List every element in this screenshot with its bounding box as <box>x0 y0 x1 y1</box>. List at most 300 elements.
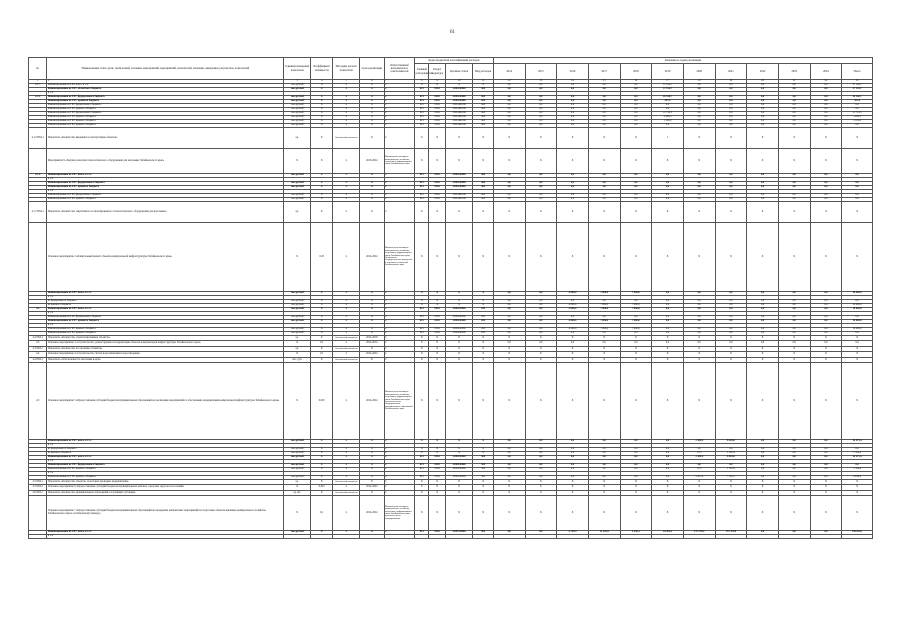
row-value: 0,0 <box>778 464 810 468</box>
row-period: X <box>360 440 385 444</box>
row-value: 0,0 <box>715 104 747 108</box>
row-value: 0,0 <box>778 300 810 304</box>
row-value: X <box>557 347 589 352</box>
row-vr: X <box>473 347 493 352</box>
row-executor: Министерство жилищно-коммунального хозяйства, энергетики, цифровизации и связи Забайкальского края <box>384 149 415 174</box>
row-value: 0,0 <box>493 116 525 120</box>
row-value: 0,0 <box>588 84 620 88</box>
row-method: 5 <box>333 80 360 84</box>
row-value: 7 000,0 <box>620 328 652 332</box>
row-value: X <box>810 491 842 496</box>
row-value: X <box>778 128 810 149</box>
row-value: 0,0 <box>683 124 715 128</box>
row-value: 0,0 <box>715 316 747 320</box>
row-period: X <box>360 468 385 472</box>
row-value: 0,0 <box>557 456 589 460</box>
row-name: Финансирование из ГБУ всего, в т.ч.: <box>47 292 284 296</box>
row-value: 0,0 <box>810 116 842 120</box>
row-value: 0,0 <box>493 332 525 336</box>
row-value: 0,0 <box>493 464 525 468</box>
row-coef: X <box>310 84 332 88</box>
row-value: 15 <box>588 80 620 84</box>
row-method: X <box>333 464 360 468</box>
row-grbs: X <box>415 202 429 223</box>
row-value: 7 000,0 <box>588 292 620 296</box>
row-value: 0,0 <box>715 88 747 92</box>
row-period: X <box>360 328 385 332</box>
row-value: 0,0 <box>683 448 715 452</box>
row-value: 14 <box>557 80 589 84</box>
row-method: X <box>333 304 360 308</box>
row-total: 8 939,0 <box>842 476 873 480</box>
row-period: X <box>360 480 385 485</box>
row-value: 0,0 <box>493 108 525 112</box>
row-csr: X <box>445 128 473 149</box>
row-value: X <box>525 496 557 531</box>
row-unit: тыс.рублей <box>284 84 311 88</box>
row-name: в т.ч. <box>47 324 284 328</box>
row-value: X <box>747 149 779 174</box>
row-value: 0,0 <box>652 464 684 468</box>
row-total: 23 <box>842 80 873 84</box>
row-period: X <box>360 491 385 496</box>
row-value: X <box>620 336 652 341</box>
row-value: 0,0 <box>588 116 620 120</box>
row-total: X <box>842 223 873 292</box>
row-total: 1 334,4 <box>842 468 873 472</box>
row-value: X <box>747 352 779 358</box>
header-year: 2018 <box>620 64 652 80</box>
row-csr: 3300140060 <box>445 96 473 100</box>
row-unit: X <box>284 341 311 347</box>
row-value: 0,0 <box>747 182 779 186</box>
row-value: 0,0 <box>620 468 652 472</box>
row-method: X <box>333 292 360 296</box>
row-period: X <box>360 96 385 100</box>
row-name: Финансирование из ГБУ всего, в т.ч.: <box>47 531 284 535</box>
row-value: 0,0 <box>525 174 557 178</box>
row-value: 0,0 <box>525 468 557 472</box>
row-value: 0,0 <box>778 292 810 296</box>
row-value: X <box>620 358 652 363</box>
row-value: 0,0 <box>525 328 557 332</box>
row-value: 0,0 <box>715 448 747 452</box>
row-period: X <box>360 332 385 336</box>
row-vr: 400 <box>473 112 493 116</box>
row-value: X <box>557 491 589 496</box>
row-rz: X <box>429 336 445 341</box>
row-name: Показатель «Количество закупленного и смонтированного технологического оборудования для котельных» <box>47 202 284 223</box>
row-total: X <box>842 347 873 352</box>
row-grbs: 821 <box>415 476 429 480</box>
row-value: 0,0 <box>525 292 557 296</box>
row-value: 0,0 <box>525 304 557 308</box>
row-executor: 7 <box>384 80 415 84</box>
row-value: 0,0 <box>778 174 810 178</box>
row-value: 0,0 <box>810 124 842 128</box>
row-value: X <box>747 363 779 440</box>
row-value: 0,0 <box>557 108 589 112</box>
row-value: 0,0 <box>493 174 525 178</box>
row-executor: X <box>384 120 415 124</box>
row-vr: X <box>473 223 493 292</box>
row-value: 0,0 <box>525 332 557 336</box>
row-total: X <box>842 480 873 485</box>
row-period: 6 <box>360 80 385 84</box>
row-vr <box>473 535 493 539</box>
row-period: 2014-2024 <box>360 352 385 358</box>
row-num <box>29 535 47 539</box>
row-value: 0,0 <box>493 308 525 312</box>
row-value: 0,0 <box>652 194 684 198</box>
row-period: X <box>360 108 385 112</box>
row-csr: X <box>445 300 473 304</box>
row-value: X <box>747 496 779 531</box>
row-value: X <box>525 491 557 496</box>
row-value: 0,0 <box>747 194 779 198</box>
row-grbs: 821 <box>415 531 429 535</box>
row-unit: тыс.рублей <box>284 300 311 304</box>
row-rz: 0502 <box>429 464 445 468</box>
row-coef: X <box>310 174 332 178</box>
row-value: 0,0 <box>588 112 620 116</box>
row-value: 0,0 <box>620 341 652 347</box>
row-grbs: 821 <box>415 108 429 112</box>
row-value: 0,0 <box>652 292 684 296</box>
row-csr: 3300240060 <box>445 328 473 332</box>
header-values-group: Значения по годам реализации <box>493 58 872 64</box>
row-value: X <box>778 149 810 174</box>
row-period: X <box>360 84 385 88</box>
row-value: 0,0 <box>715 186 747 190</box>
row-value: 0,0 <box>810 88 842 92</box>
row-value: 0,0 <box>557 464 589 468</box>
row-period: X <box>360 292 385 296</box>
row-value: 0,0 <box>588 440 620 444</box>
row-value: X <box>557 358 589 363</box>
row-rz: X <box>429 352 445 358</box>
header-rz: Раздел подраздел <box>429 64 445 80</box>
row-value: 0,0 <box>493 100 525 104</box>
row-value: X <box>683 336 715 341</box>
row-value: X <box>715 128 747 149</box>
row-value: 0,0 <box>588 120 620 124</box>
row-value: X <box>620 223 652 292</box>
row-unit: тыс.рублей <box>284 448 311 452</box>
row-value: 0,0 <box>620 100 652 104</box>
row-value: 0,0 <box>810 448 842 452</box>
row-grbs: X <box>415 363 429 440</box>
row-grbs: 821 <box>415 332 429 336</box>
row-vr: 400 <box>473 198 493 202</box>
header-year: 2015 <box>525 64 557 80</box>
row-total: 0,0 <box>842 448 873 452</box>
row-value: X <box>620 485 652 491</box>
row-coef: X <box>310 198 332 202</box>
row-value: 0,0 <box>652 182 684 186</box>
row-name: Финансирование из ГБУ областного бюджета <box>47 88 284 92</box>
row-name: Основное мероприятие 2 «Капитальный ремонт объектов коммунальной инфраструктуры Забайкальского края» <box>47 223 284 292</box>
row-csr: 10 <box>445 80 473 84</box>
row-value: X <box>747 336 779 341</box>
row-csr: X <box>445 84 473 88</box>
row-executor: X <box>384 116 415 120</box>
row-method: Абсолютный показатель <box>334 491 358 494</box>
row-rz: 0502 <box>429 198 445 202</box>
row-name: Показатель «Количество отремонтированных объектов» <box>47 336 284 341</box>
row-value: 0,0 <box>588 464 620 468</box>
row-grbs: X <box>415 480 429 485</box>
row-value: X <box>493 496 525 531</box>
row-value: 0,0 <box>747 88 779 92</box>
row-csr: X <box>445 452 473 456</box>
row-vr: 400 <box>473 120 493 124</box>
row-executor: Министерство жилищно-коммунального хозяйства, энергетики, цифровизации и связи Забайкальского края; органы местного самоуправления муниципальных образований Забайкальского края <box>384 363 415 440</box>
row-value: 0,0 <box>778 452 810 456</box>
row-unit: тыс.рублей <box>284 452 311 456</box>
row-grbs: X <box>415 347 429 352</box>
row-value: 0,0 <box>747 320 779 324</box>
row-unit: ед. шт. <box>284 491 311 496</box>
row-total: 0,0 <box>842 186 873 190</box>
row-coef: X <box>310 116 332 120</box>
row-rz: 0502 <box>429 88 445 92</box>
row-coef: X <box>310 358 332 363</box>
row-coef: 0,1 <box>310 352 332 358</box>
row-total: X <box>842 491 873 496</box>
row-value: X <box>493 347 525 352</box>
row-value: 11,5 <box>683 452 715 456</box>
row-csr: X <box>445 491 473 496</box>
row-value: 0,0 <box>557 96 589 100</box>
row-value: 0,0 <box>715 328 747 332</box>
row-value: 0,0 <box>810 84 842 88</box>
row-csr: X <box>445 363 473 440</box>
row-value: 0,0 <box>715 124 747 128</box>
row-method: X <box>333 96 360 100</box>
row-total: 37 194,7 <box>842 84 873 88</box>
row-csr: 33001R0180 <box>445 198 473 202</box>
row-vr: X <box>473 491 493 496</box>
row-value: X <box>652 496 684 531</box>
row-name: Основное мероприятие 5 «Предоставление субсидий бюджетам муниципальных образований на реализацию мероприятий по обеспечению модернизации коммунальной инфраструктуры Забайкальского края» <box>47 363 284 440</box>
row-rz: 9 <box>429 80 445 84</box>
row-value: 19 <box>715 80 747 84</box>
row-rz: X <box>429 347 445 352</box>
row-vr: X <box>473 480 493 485</box>
row-executor: X <box>384 448 415 452</box>
row-coef: 0,1 <box>310 496 332 531</box>
row-executor: X <box>384 352 415 358</box>
row-value: 0,0 <box>715 304 747 308</box>
row-executor: X <box>384 456 415 460</box>
row-grbs: 821 <box>415 456 429 460</box>
row-value: 0,0 <box>493 300 525 304</box>
row-unit: тыс.рублей <box>284 108 311 112</box>
row-total: 1 334,4 <box>842 452 873 456</box>
row-vr: 400 <box>473 194 493 198</box>
row-grbs: 821 <box>415 174 429 178</box>
row-value <box>778 535 810 539</box>
row-coef: 0,025 <box>310 485 332 491</box>
row-total: 0,0 <box>842 174 873 178</box>
header-num: № <box>29 58 47 80</box>
row-value: 0,0 <box>652 198 684 202</box>
row-value: 0,0 <box>588 124 620 128</box>
row-value: 0,0 <box>493 120 525 124</box>
row-grbs: 821 <box>415 112 429 116</box>
row-period: X <box>360 452 385 456</box>
row-total: 0,0 <box>842 300 873 304</box>
row-value: X <box>683 149 715 174</box>
row-value: 0,0 <box>683 320 715 324</box>
row-period: X <box>360 304 385 308</box>
row-vr: X <box>473 358 493 363</box>
row-value: 0,0 <box>683 96 715 100</box>
header-year: 2016 <box>557 64 589 80</box>
row-coef: X <box>310 476 332 480</box>
row-value: 0,0 <box>778 456 810 460</box>
row-rz: X <box>429 480 445 485</box>
row-grbs: 821 <box>415 120 429 124</box>
row-method: X <box>333 182 360 186</box>
row-vr: X <box>473 448 493 452</box>
row-name: Финансирование из ГБУ федерального бюджета <box>47 194 284 198</box>
row-value: X <box>778 336 810 341</box>
row-value: X <box>683 480 715 485</box>
row-value: X <box>715 352 747 358</box>
row-rz: 0502 <box>429 531 445 535</box>
row-name: Показатель «Количество объектов, на которых проведена модернизация» <box>47 480 284 485</box>
row-executor: X <box>384 174 415 178</box>
row-period: X <box>360 476 385 480</box>
row-value: X <box>525 480 557 485</box>
row-name: Финансирование из ГБУ всего, в т.ч.: <box>47 174 284 178</box>
row-value: 0,0 <box>747 476 779 480</box>
row-value: 17 <box>652 80 684 84</box>
row-value: 0,0 <box>557 341 589 347</box>
row-method: X <box>333 332 360 336</box>
row-name: Финансирование из ГБУ федерального бюджета <box>47 104 284 108</box>
row-period: 2014-2014 <box>360 341 385 347</box>
row-value: X <box>715 202 747 223</box>
row-name: Финансирование из ГБУ краевого бюджета <box>47 124 284 128</box>
row-executor: X <box>384 128 415 149</box>
header-coef: Коэффициент значимости <box>310 58 332 80</box>
row-grbs: X <box>415 452 429 456</box>
row-rz: 0502 <box>429 186 445 190</box>
row-value: X <box>557 496 589 531</box>
row-vr: X <box>473 292 493 296</box>
row-value: 0,0 <box>810 440 842 444</box>
row-executor: X <box>384 202 415 223</box>
row-coef: X <box>310 149 332 174</box>
row-csr: X <box>445 358 473 363</box>
row-grbs: 821 <box>415 124 429 128</box>
header-grbs: Главный распорядитель <box>415 64 429 80</box>
row-coef: X <box>310 96 332 100</box>
row-period: X <box>360 456 385 460</box>
row-total: X <box>842 358 873 363</box>
row-value: 0,0 <box>810 108 842 112</box>
row-num <box>29 149 47 174</box>
row-value: 0,0 <box>683 174 715 178</box>
row-value: 2 794,3 <box>557 531 589 535</box>
row-name: Показатель «Обеспеченность населения водой» <box>47 358 284 363</box>
row-value: 0,0 <box>683 116 715 120</box>
row-value: 0,0 <box>620 194 652 198</box>
row-period: X <box>360 124 385 128</box>
row-value: 0,0 <box>810 328 842 332</box>
row-value: 0,0 <box>493 531 525 535</box>
row-rz: X <box>429 202 445 223</box>
row-csr: X <box>445 496 473 531</box>
row-executor: X <box>384 104 415 108</box>
row-value: X <box>620 149 652 174</box>
row-value: 0,0 <box>493 320 525 324</box>
row-value: 0,0 <box>810 476 842 480</box>
row-name: из краевого бюджета <box>47 304 284 308</box>
row-rz: X <box>429 485 445 491</box>
row-coef <box>310 535 332 539</box>
row-value: X <box>557 480 589 485</box>
row-method: X <box>333 300 360 304</box>
row-value: 0,0 <box>747 304 779 308</box>
row-executor: X <box>384 304 415 308</box>
row-num: 4.1.4 <box>29 96 47 100</box>
row-value: 1 437,9 <box>683 476 715 480</box>
row-name: из федерального бюджета <box>47 448 284 452</box>
row-value: 0,0 <box>778 476 810 480</box>
row-value: X <box>588 352 620 358</box>
row-method: X <box>333 202 360 223</box>
row-value: 0,0 <box>810 332 842 336</box>
row-value: 0,0 <box>715 194 747 198</box>
row-vr: X <box>473 341 493 347</box>
row-csr: X <box>445 480 473 485</box>
row-value: X <box>747 223 779 292</box>
row-value: 0,0 <box>652 320 684 324</box>
row-value: 7 000,0 <box>588 328 620 332</box>
row-value: 7 000,0 <box>588 320 620 324</box>
row-name: Мероприятие 9 «Закупка и монтаж технологического оборудования для котельных Забайкальского края» <box>47 149 284 174</box>
row-value: 0,0 <box>778 468 810 472</box>
row-coef: X <box>310 440 332 444</box>
row-value: X <box>778 363 810 440</box>
row-value: 0,0 <box>620 116 652 120</box>
row-executor: X <box>384 198 415 202</box>
row-value: 0,0 <box>683 186 715 190</box>
row-executor: X <box>384 476 415 480</box>
row-total: 0,0 <box>842 332 873 336</box>
row-unit: тыс.рублей <box>284 116 311 120</box>
row-coef: 0,025 <box>310 363 332 440</box>
row-value: 0,0 <box>493 88 525 92</box>
row-csr: 33001R0180 <box>445 108 473 112</box>
row-value: 0,0 <box>778 108 810 112</box>
row-grbs: 821 <box>415 194 429 198</box>
row-name: Финансирование из ГБУ краевого бюджета <box>47 108 284 112</box>
row-executor <box>384 535 415 539</box>
row-total: X <box>842 352 873 358</box>
row-value: 0,0 <box>588 174 620 178</box>
row-name: Финансирование из ГБУ краевого бюджета <box>47 320 284 324</box>
row-value: 0,0 <box>778 194 810 198</box>
row-rz: 0502 <box>429 194 445 198</box>
row-value: 0,0 <box>557 84 589 88</box>
row-rz: 0502 <box>429 456 445 460</box>
page-number: 61 <box>450 30 455 35</box>
